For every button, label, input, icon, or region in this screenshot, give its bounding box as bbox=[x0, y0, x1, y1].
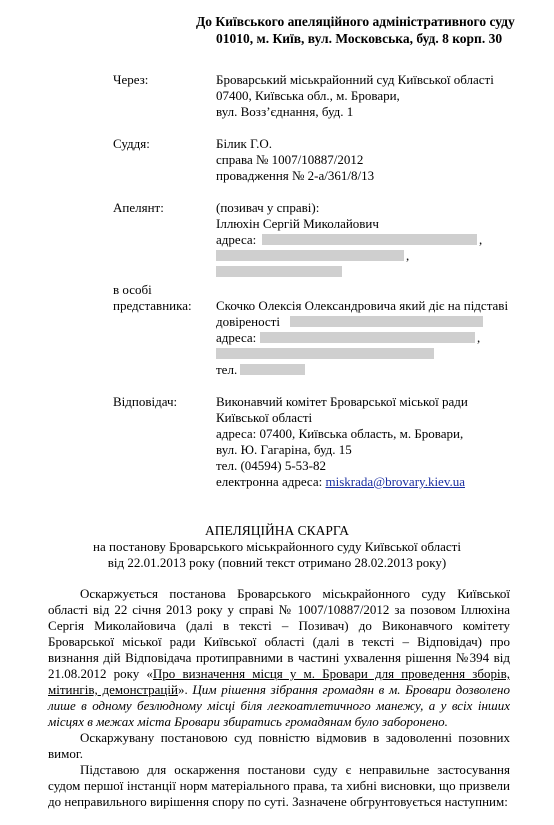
comma: , bbox=[477, 330, 481, 345]
addressee-line-2: 01010, м. Київ, вул. Московська, буд. 8 корп. 30 bbox=[216, 31, 503, 46]
appellant-label: Апелянт: bbox=[113, 200, 164, 215]
case-number: справа № 1007/10887/2012 bbox=[216, 152, 364, 167]
respondent-address: адреса: 07400, Київська область, м. Бровари, bbox=[216, 426, 464, 441]
paragraph-2: Оскаржувану постановою суд повністю відмовив в задоволенні позовних вимог. bbox=[48, 730, 510, 761]
judge-name: Білик Г.О. bbox=[216, 136, 273, 151]
proceeding-number: провадження № 2-а/361/8/13 bbox=[216, 168, 375, 183]
appellant-role: (позивач у справі): bbox=[216, 200, 320, 215]
redacted-block bbox=[216, 250, 404, 261]
judge-label: Суддя: bbox=[113, 136, 150, 151]
paragraph-1-text: Оскаржується постанова Броварського міськрайонного суду Київської області від 22 січня 2013 року у справі № 1007/10887/2012 за позовом Іллюхіна Сергія Миколайовича (далі в тексті – Позивач) до Виконавчого комітету Броварської міської ради Київської області (далі в тексті – Відповідач) про визнання дій Відповідача протиправними в частині ухвалення рішення №394 від 21.08.2012 року « bbox=[48, 586, 510, 681]
respondent-line-2: Київської області bbox=[216, 410, 313, 425]
addressee-line-1: До Київського апеляційного адміністративного суду bbox=[196, 14, 515, 29]
document-title: АПЕЛЯЦІЙНА СКАРГА bbox=[205, 523, 349, 538]
representative-address-label: адреса: bbox=[216, 330, 257, 345]
appellant-address-label: адреса: bbox=[216, 232, 257, 247]
representative-line-2: довіреності bbox=[216, 314, 280, 329]
representative-line-1: Скочко Олексія Олександровича який діє на підставі bbox=[216, 298, 509, 313]
via-line-1: Броварський міськрайонний суд Київської області bbox=[216, 72, 494, 87]
redacted-block bbox=[262, 234, 477, 245]
document-subtitle-1: на постанову Броварського міськрайонного суду Київської області bbox=[93, 539, 461, 554]
paragraph-1 bbox=[48, 586, 510, 730]
respondent-line-1: Виконавчий комітет Броварської міської ради bbox=[216, 394, 468, 409]
comma: , bbox=[479, 232, 483, 247]
paragraph-1-quote-close: ». bbox=[177, 682, 193, 697]
decision-title-link: Про визначення місця у м. Бровари для проведення зборів, мітингів, демонстрацій bbox=[48, 666, 510, 697]
redacted-block bbox=[216, 348, 434, 359]
redacted-block bbox=[216, 266, 342, 277]
via-line-3: вул. Возз’єднання, буд. 1 bbox=[216, 104, 354, 119]
via-label: Через: bbox=[113, 72, 149, 87]
redacted-block bbox=[240, 364, 305, 375]
paragraph-3: Підставою для оскарження постанови суду є неправильне застосування судом першої інстанції норм матеріального права, та хибні висновки, що призвели до неправильного вирішення спору по суті. Зазначене обгрунтовується наступним: bbox=[48, 762, 510, 809]
redacted-block bbox=[260, 332, 475, 343]
representative-phone-label: тел. bbox=[216, 362, 238, 377]
comma: , bbox=[406, 248, 410, 263]
appellant-name: Іллюхін Сергій Миколайович bbox=[216, 216, 379, 231]
respondent-phone: тел. (04594) 5-53-82 bbox=[216, 458, 327, 473]
respondent-email-row bbox=[216, 474, 465, 490]
representative-label-1: в особі bbox=[113, 282, 152, 297]
respondent-label: Відповідач: bbox=[113, 394, 178, 409]
paragraph-1-italic: Цим рішення зібрання громадян в м. Бровари дозволено лише в одному безлюдному місці біля легкоатлетичного манежу, а у всіх інших місцях в межах міста Бровари збиратись громадянам було заборонено. bbox=[48, 682, 510, 729]
email-link[interactable]: miskrada@brovary.kiev.ua bbox=[325, 474, 465, 489]
redacted-block bbox=[290, 316, 483, 327]
via-line-2: 07400, Київська обл., м. Бровари, bbox=[216, 88, 400, 103]
document-subtitle-2: від 22.01.2013 року (повний текст отримано 28.02.2013 року) bbox=[107, 555, 447, 570]
respondent-street: вул. Ю. Гагаріна, буд. 15 bbox=[216, 442, 352, 457]
representative-label-2: представника: bbox=[113, 298, 192, 313]
email-label: електронна адреса: bbox=[216, 474, 323, 489]
